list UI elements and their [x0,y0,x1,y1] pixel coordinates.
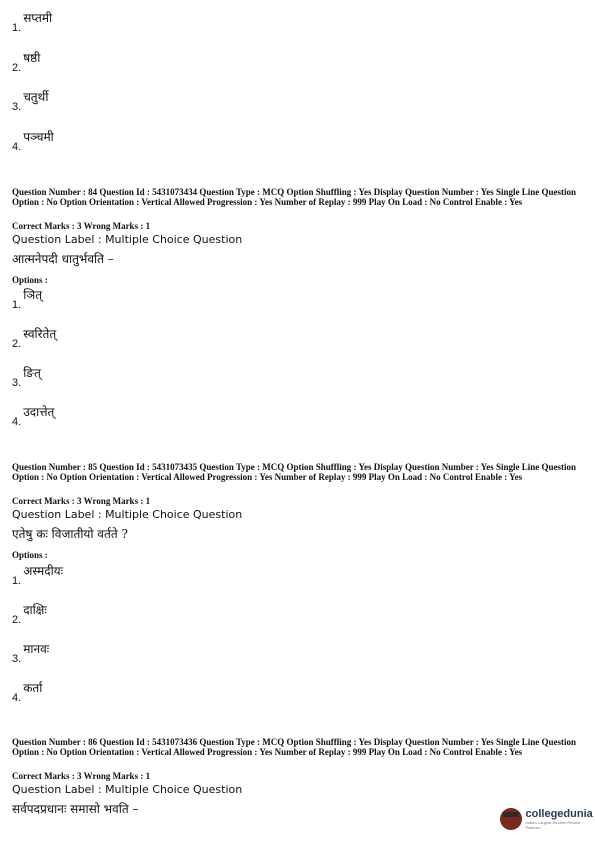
question-marks: Correct Marks : 3 Wrong Marks : 1 [12,221,151,231]
question-label: Question Label : Multiple Choice Question [12,508,243,521]
option-number: 4. [12,416,22,428]
option-number: 2. [12,62,22,74]
option-text: मानवः [23,642,50,656]
option-item [12,327,57,351]
option-text: दाक्षिः [23,603,47,617]
question-text: आत्मनेपदी धातुर्भवति – [12,252,114,266]
option-item [12,603,47,627]
question-text: सर्वपदप्रधानः समासो भवति – [12,802,139,816]
option-text: ङित् [23,366,41,380]
option-text: अस्मदीयः [23,564,64,578]
option-number: 1. [12,575,22,587]
option-number: 4. [12,141,22,153]
option-item [12,642,50,666]
option-text: स्वरितेत् [23,327,57,341]
option-text: सप्तमी [23,11,53,25]
option-text: पञ्चमी [23,130,54,144]
logo-tagline: India's Largest Student Review Platform [525,820,581,830]
option-number: 1. [12,299,22,311]
question-meta: Question Number : 86 Question Id : 5431073436 Question Type : MCQ Option Shuffling : Yes Display Question Number : Yes Single Line Question Option : No Option Orientation : Vertical Allowed Progression : Yes Number of Replay : 999 Play On Load : No Control Enable : Yes [12,737,576,757]
logo-name: collegedunia [525,808,593,820]
option-number: 4. [12,692,22,704]
option-item [12,288,43,312]
option-number: 1. [12,22,22,34]
question-meta: Question Number : 84 Question Id : 5431073434 Question Type : MCQ Option Shuffling : Yes Display Question Number : Yes Single Line Question Option : No Option Orientation : Vertical Allowed Progression : Yes Number of Replay : 999 Play On Load : No Control Enable : Yes [12,187,576,207]
question-label: Question Label : Multiple Choice Question [12,783,243,796]
option-number: 3. [12,377,22,389]
option-text: कर्ता [23,681,43,695]
option-text: ञित् [23,288,43,302]
option-item [12,405,55,429]
option-text: षष्ठी [23,51,41,65]
option-item [12,51,41,75]
option-item [12,564,64,588]
question-label: Question Label : Multiple Choice Question [12,233,243,246]
options-heading: Options : [12,550,48,560]
question-meta: Question Number : 85 Question Id : 5431073435 Question Type : MCQ Option Shuffling : Yes Display Question Number : Yes Single Line Question Option : No Option Orientation : Vertical Allowed Progression : Yes Number of Replay : 999 Play On Load : No Control Enable : Yes [12,462,576,482]
option-number: 3. [12,101,22,113]
option-text: उदात्तेत् [23,405,55,419]
option-number: 2. [12,614,22,626]
option-number: 2. [12,338,22,350]
question-marks: Correct Marks : 3 Wrong Marks : 1 [12,771,151,781]
question-text: एतेषु कः विजातीयो वर्तते ? [12,527,128,541]
option-number: 3. [12,653,22,665]
collegedunia-logo [500,808,595,830]
option-item [12,366,41,390]
option-item [12,90,49,114]
option-item [12,11,53,35]
option-item [12,130,54,154]
graduation-cap-icon [500,808,522,830]
option-item [12,681,43,705]
option-text: चतुर्थी [23,90,49,104]
options-heading: Options : [12,275,48,285]
question-marks: Correct Marks : 3 Wrong Marks : 1 [12,496,151,506]
